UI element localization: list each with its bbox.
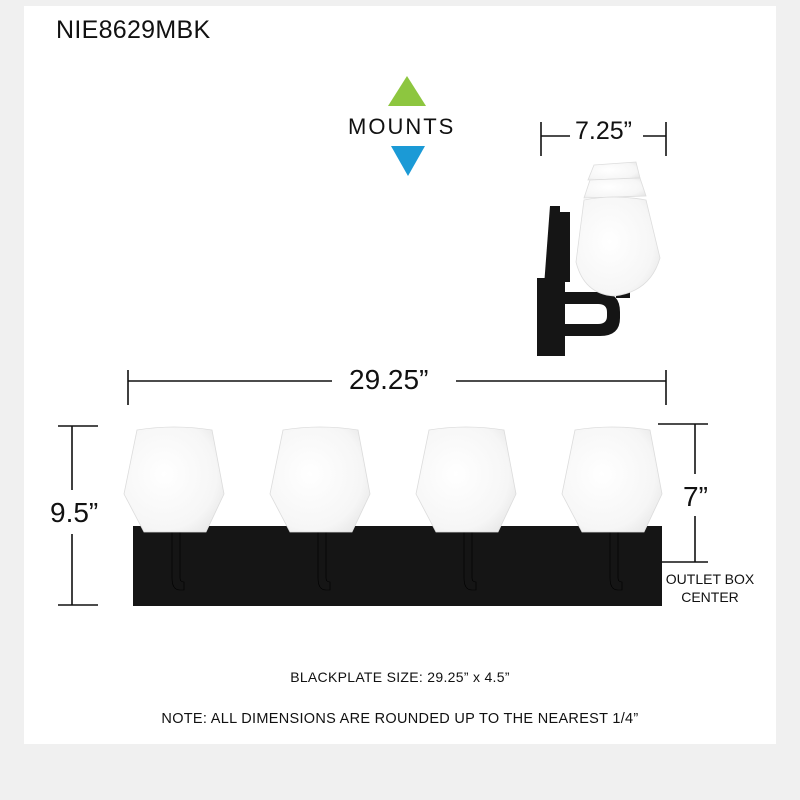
backplate-size-note: BLACKPLATE SIZE: 29.25” x 4.5”: [290, 669, 510, 685]
width-dimension-label: 29.25”: [349, 364, 429, 395]
backplate: [133, 526, 662, 606]
outlet-box-dimension-label: 7”: [683, 481, 708, 512]
mount-up-arrow-icon: [388, 76, 426, 106]
depth-dimension-label: 7.25”: [575, 117, 632, 145]
height-dimension-label: 9.5”: [50, 497, 99, 528]
shade-2: [270, 427, 370, 532]
mounts-label: MOUNTS: [348, 114, 456, 139]
front-view-shades: [124, 427, 662, 532]
side-view-fixture: [537, 162, 660, 356]
rounding-note: NOTE: ALL DIMENSIONS ARE ROUNDED UP TO THE NEAREST 1/4”: [161, 711, 639, 727]
shade-4: [562, 427, 662, 532]
mount-down-arrow-icon: [391, 146, 425, 176]
outlet-box-center-label: OUTLET BOX CENTER: [665, 571, 755, 605]
shade-1: [124, 427, 224, 532]
shade-3: [416, 427, 516, 532]
model-number: NIE8629MBK: [56, 16, 211, 44]
